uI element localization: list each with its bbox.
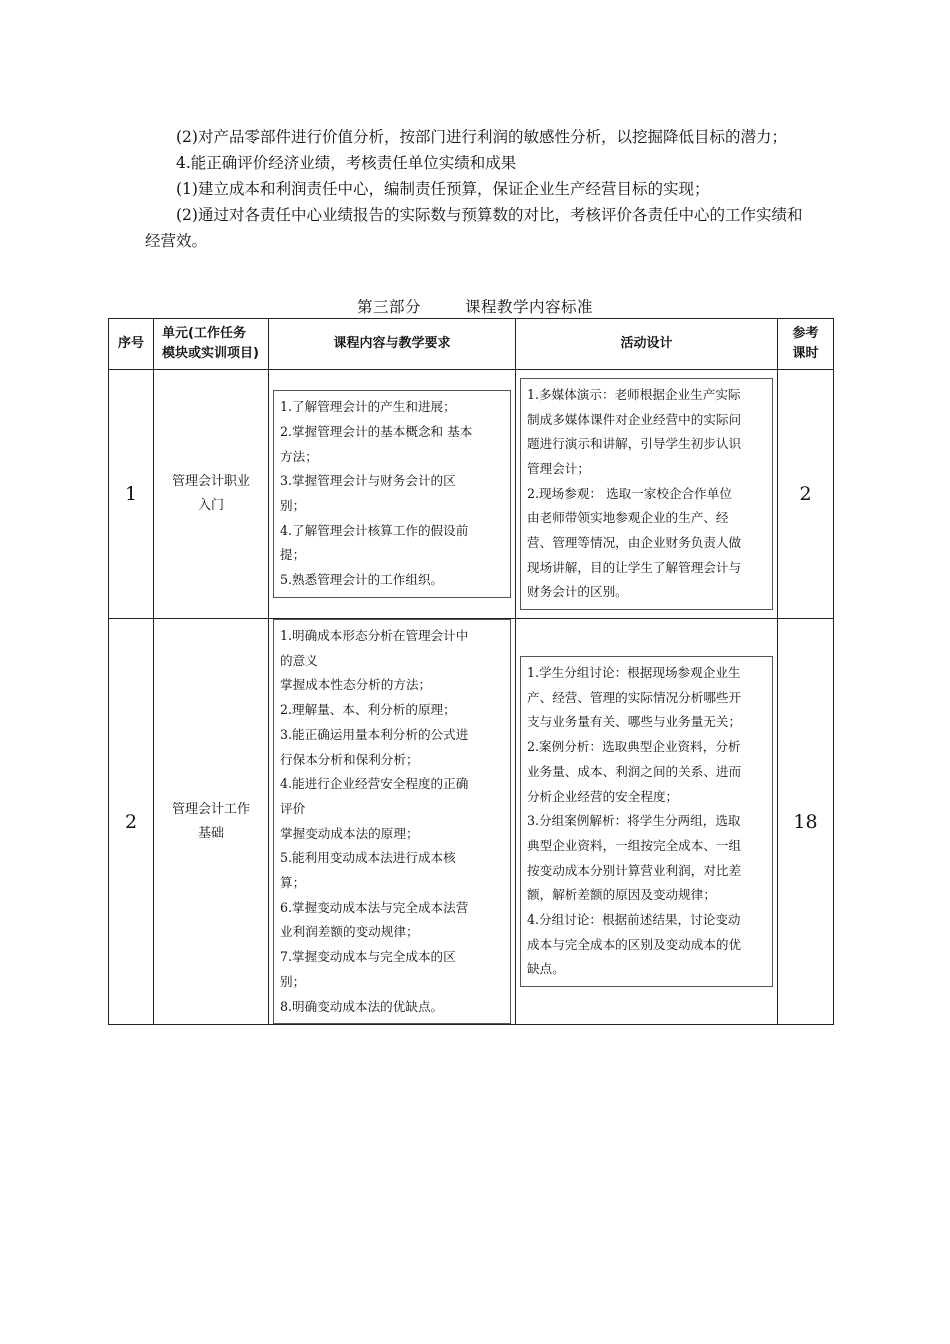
header-unit-line: 单元(工作任务 [162,326,246,341]
activity-line: 现场讲解，目的让学生了解管理会计与 [527,559,742,575]
activity-line: 分析企业经营的安全程度； [527,788,679,804]
row-activity [516,619,778,1025]
content-line: 7.掌握变动成本与完全成本的区 [280,949,456,965]
activity-line: 制成多媒体课件对企业经营中的实际问 [527,411,742,427]
table-row [109,370,834,619]
content-line: 3.掌握管理会计与财务会计的区 [280,473,456,489]
table-row [109,619,834,1025]
activity-line: 1.学生分组讨论：根据现场参观企业生 [527,665,741,681]
content-line: 1.了解管理会计的产生和进展； [280,399,456,415]
row-content [269,619,516,1025]
activity-line: 2.案例分析：选取典型企业资料，分析 [527,739,741,755]
content-line: 提； [280,547,306,563]
content-line: 的意义 [280,652,318,668]
section-part: 第三部分 [356,298,421,316]
content-line: 4.能进行企业经营安全程度的正确 [280,776,469,792]
activity-line: 业务量、成本、利润之间的关系、进而 [527,763,742,779]
activity-line: 题进行演示和讲解，引导学生初步认识 [527,436,742,452]
row-hours: 18 [778,619,834,1025]
content-line: 别； [280,498,306,513]
header-activity: 活动设计 [516,319,778,370]
row-seq: 1 [109,370,154,619]
header-hours [778,319,834,370]
intro-text [145,124,809,254]
content-line: 行保本分析和保利分析； [280,751,419,767]
content-line: 方法； [280,448,318,464]
row-unit-line: 入门 [197,498,224,513]
content-line: 2.理解量、本、利分析的原理； [280,702,456,718]
activity-line: 营、管理等情况，由企业财务负责人做 [527,535,742,551]
activity-line: 额，解析差额的原因及变动规律； [527,887,716,903]
activity-line: 2.现场参观： 选取一家校企合作单位 [527,485,732,501]
content-line: 5.能利用变动成本法进行成本核 [280,850,456,866]
row-seq: 2 [109,619,154,1025]
header-unit-line: 模块或实训项目) [162,346,259,361]
content-line: 3.能正确运用量本利分析的公式进 [280,726,469,742]
activity-line: 产、经营、管理的实际情况分析哪些开 [527,689,742,705]
activity-line: 3.分组案例解析：将学生分两组，选取 [527,813,741,829]
content-line: 2.掌握管理会计的基本概念和 基本 [280,423,473,439]
header-seq: 序号 [109,319,154,370]
intro-paragraph: 4.能正确评价经济业绩，考核责任单位实绩和成果 [176,154,517,172]
activity-line: 成本与完全成本的区别及变动成本的优 [527,936,742,952]
content-line: 别； [280,973,306,989]
intro-paragraph: (1)建立成本和利润责任中心，编制责任预算，保证企业生产经营目标的实现； [176,180,710,198]
intro-paragraph: (2)通过对各责任中心业绩报告的实际数与预算数的对比，考核评价各责任中心的工作实绩和经营效。 [145,206,803,250]
content-line: 掌握成本性态分析的方法； [280,677,432,693]
content-line: 掌握变动成本法的原理； [280,825,419,841]
header-content: 课程内容与教学要求 [269,319,516,370]
row-content [269,370,516,619]
header-unit [154,319,269,370]
content-line: 4.了解管理会计核算工作的假设前 [280,522,469,538]
row-activity [516,370,778,619]
content-line: 6.掌握变动成本法与完全成本法营 [280,899,469,915]
content-line: 业利润差额的变动规律； [280,924,419,940]
table-header-row [109,319,834,370]
row-unit [154,370,269,619]
row-unit [154,619,269,1025]
row-hours: 2 [778,370,834,619]
row-unit-line: 基础 [197,825,224,841]
activity-line: 财务会计的区别。 [527,584,628,600]
intro-paragraph: (2)对产品零部件进行价值分析，按部门进行利润的敏感性分析，以挖掘降低目标的潜力； [176,128,787,146]
row-unit-line: 管理会计工作 [171,801,250,817]
content-line: 算； [280,875,306,891]
course-content-table [108,318,834,1025]
activity-line: 管理会计； [527,460,590,476]
section-title: 课程教学内容标准 [465,298,594,316]
activity-line: 缺点。 [527,961,565,977]
activity-line: 1.多媒体演示：老师根据企业生产实际 [527,386,741,402]
content-line: 5.熟悉管理会计的工作组织。 [280,572,444,588]
activity-line: 典型企业资料，一组按完全成本、一组 [527,837,742,853]
row-unit-line: 管理会计职业 [171,474,250,489]
section-heading [0,295,950,317]
activity-line: 按变动成本分别计算营业利润，对比差 [527,862,742,878]
activity-line: 支与业务量有关、哪些与业务量无关； [527,714,742,730]
content-line: 1.明确成本形态分析在管理会计中 [280,628,469,643]
content-line: 8.明确变动成本法的优缺点。 [280,998,444,1014]
header-hours-line: 课时 [792,346,819,361]
activity-line: 由老师带领实地参观企业的生产、经 [527,510,729,526]
activity-line: 4.分组讨论：根据前述结果，讨论变动 [527,912,741,928]
header-hours-line: 参考 [792,326,819,341]
content-line: 评价 [280,800,306,816]
